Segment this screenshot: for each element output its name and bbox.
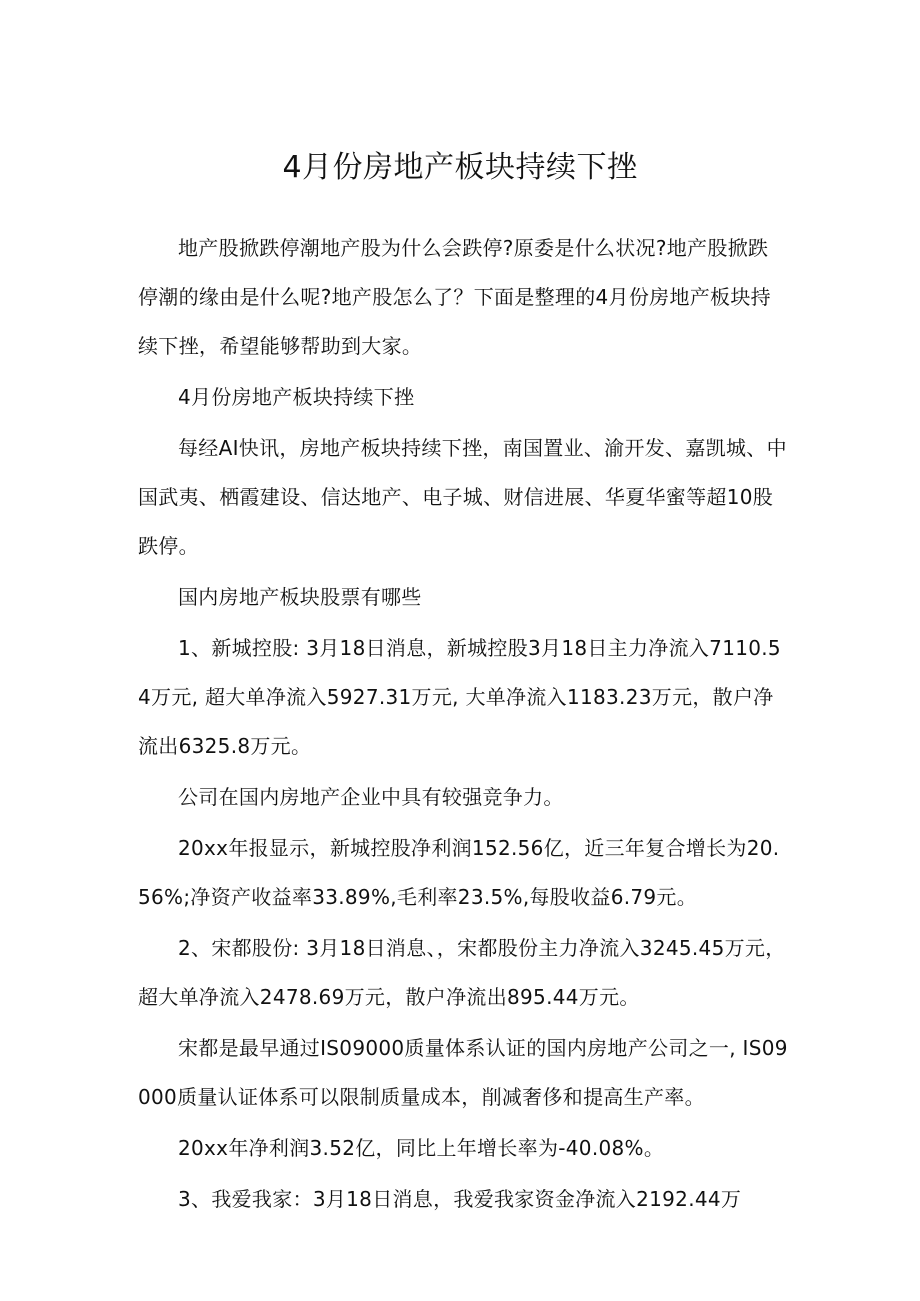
- paragraph: 地产股掀跌停潮地产股为什么会跌停?原委是什么状况?地产股掀跌停潮的缘由是什么呢?地产股怎么了？下面是整理的4月份房地产板块持续下挫，希望能够帮助到大家。: [138, 236, 771, 358]
- paragraph: 国内房地产板块股票有哪些: [178, 585, 422, 609]
- paragraph: 2、宋都股份: 3月18日消息、，宋都股份主力净流入3245.45万元，超大单净流入2478.69万元，散户净流出895.44万元。: [138, 936, 786, 1009]
- paragraph: 4月份房地产板块持续下挫: [178, 385, 415, 409]
- document-body: [138, 224, 788, 1224]
- paragraph: 每经AI快讯，房地产板块持续下挫，南国置业、渝开发、嘉凯城、中国武夷、栖霞建设、信达地产、电子城、财信进展、华夏华蜜等超10股跌停。: [138, 436, 787, 558]
- paragraph: 20xx年净利润3.52亿，同比上年增长率为-40.08%。: [178, 1136, 665, 1160]
- paragraph: 3、我爱我家：3月18日消息，我爱我家资金净流入2192.44万: [178, 1187, 742, 1211]
- paragraph: 1、新城控股: 3月18日消息，新城控股3月18日主力净流入7110.54万元, 超大单净流入5927.31万元, 大单净流入1183.23万元，散户净流出6325.8万元。: [138, 636, 781, 758]
- paragraph: 20xx年报显示，新城控股净利润152.56亿，近三年复合增长为20.56%;净资产收益率33.89%,毛利率23.5%,每股收益6.79元。: [138, 836, 780, 909]
- document-title: 4月份房地产板块持续下挫: [282, 150, 638, 185]
- paragraph: 宋都是最早通过IS09000质量体系认证的国内房地产公司之一, IS09000质量认证体系可以限制质量成本，削减奢侈和提高生产率。: [138, 1036, 788, 1109]
- paragraph: 公司在国内房地产企业中具有较强竞争力。: [178, 785, 564, 809]
